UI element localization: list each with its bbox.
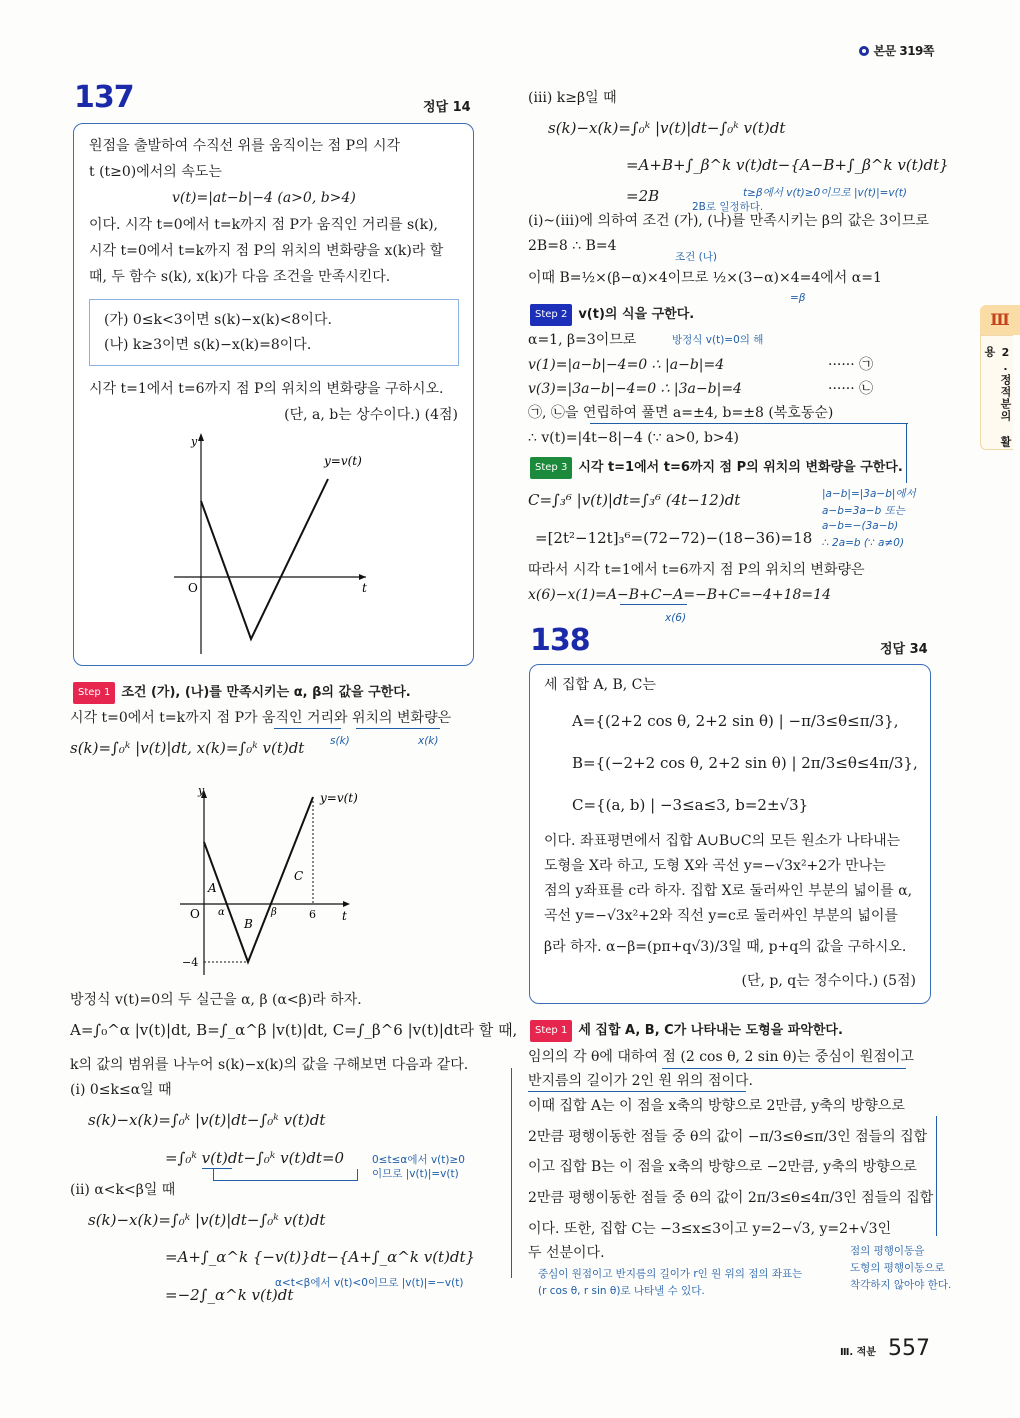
page-number: 557 xyxy=(888,1336,930,1361)
answer-label: 정답 34 xyxy=(880,642,928,657)
step3-heading: Step 3 시각 t=1에서 t=6까지 점 P의 위치의 변화량을 구한다. xyxy=(530,457,903,479)
note-s-k: s(k) xyxy=(330,735,350,747)
case-iii-heading: (ⅲ) k≥β일 때 xyxy=(528,90,617,106)
integral-defs: s(k)=∫₀ᵏ |v(t)|dt, x(k)=∫₀ᵏ v(t)dt xyxy=(70,739,305,757)
region-a: A xyxy=(208,881,217,895)
problem-text: 원점을 출발하여 수직선 위를 움직이는 점 P의 시각 xyxy=(89,138,401,154)
solution-text: 이고 집합 B는 이 점을 x축의 방향으로 −2만큼, y축의 방향으로 xyxy=(528,1159,917,1175)
note-circle: 중심이 원점이고 반지름의 길이가 r인 원 위의 점의 좌표는 xyxy=(538,1268,803,1280)
case-i-heading: (ⅰ) 0≤k≤α일 때 xyxy=(70,1082,172,1098)
problem-text: 이다. 좌표평면에서 집합 A∪B∪C의 모든 원소가 나타내는 xyxy=(544,833,901,849)
solution-text: 반지름의 길이가 2인 원 위의 점이다. xyxy=(528,1073,753,1089)
note-case-i: 0≤t≤α에서 v(t)≥0 xyxy=(372,1154,465,1166)
problem-text: β라 하자. α−β=(pπ+q√3)/3일 때, p+q의 값을 구하시오. xyxy=(544,939,907,955)
solution-text: 2만큼 평행이동한 점들 중 θ의 값이 −π/3≤θ≤π/3인 점들의 집합 xyxy=(528,1129,928,1145)
tick-six: 6 xyxy=(309,908,316,921)
underline xyxy=(662,1068,906,1069)
problem-text: 때, 두 함수 s(k), x(k)가 다음 조건을 만족시킨다. xyxy=(89,269,391,285)
solution-text: k의 값의 범위를 나누어 s(k)−x(k)의 값을 구해보면 다음과 같다. xyxy=(70,1057,469,1073)
note-x6: x(6) xyxy=(665,612,687,624)
question-note: (단, p, q는 정수이다.) (5점) xyxy=(741,973,916,989)
page-footer xyxy=(840,1336,930,1361)
underline xyxy=(528,1091,746,1092)
set-a: A={(2+2 cos θ, 2+2 sin θ) | −π/3≤θ≤π/3}, xyxy=(572,712,899,730)
conditions-box xyxy=(89,299,459,366)
mark-2: ······ ㉡ xyxy=(828,381,874,397)
note-case-i: 이므로 |v(t)|=v(t) xyxy=(372,1168,459,1180)
problem-137-box xyxy=(73,123,474,666)
solution-text: 이때 집합 A는 이 점을 x축의 방향으로 2만큼, y축의 방향으로 xyxy=(528,1098,905,1114)
side-note: a−b=3a−b 또는 xyxy=(822,505,905,517)
velocity-graph xyxy=(174,429,374,654)
formula: s(k)−x(k)=∫₀ᵏ |v(t)|dt−∫₀ᵏ v(t)dt xyxy=(88,1211,326,1229)
solution-text: 2B=8 ∴ B=4 xyxy=(528,238,617,254)
step-badge: Step 2 xyxy=(530,304,572,326)
step2-heading: Step 2 v(t)의 식을 구한다. xyxy=(530,304,694,326)
note-translate: 착각하지 않아야 한다. xyxy=(850,1279,952,1291)
problem-number: 138 xyxy=(530,623,590,658)
problem-text: t (t≥0)에서의 속도는 xyxy=(89,164,222,180)
mark-1: ······ ㉠ xyxy=(828,357,874,373)
set-c: C={(a, b) | −3≤a≤3, b=2±√3} xyxy=(572,796,809,814)
integral-c-eval: =[2t²−12t]₃⁶=(72−72)−(18−36)=18 xyxy=(535,529,813,547)
solution-text: 두 선분이다. xyxy=(528,1245,605,1261)
condition-na: (나) k≥3이면 s(k)−x(k)=8이다. xyxy=(104,337,312,353)
solution-text: 방정식 v(t)=0의 두 실근을 α, β (α<β)라 하자. xyxy=(70,992,362,1008)
tick-minus-four: −4 xyxy=(182,956,199,969)
y-axis-label: y xyxy=(191,435,198,448)
chapter-tab xyxy=(980,305,1020,450)
connector xyxy=(511,1068,512,1278)
solution-text: ㉠, ㉡을 연립하여 풀면 a=±4, b=±8 (복호동순) xyxy=(528,405,834,421)
x-axis-label: t xyxy=(342,909,347,923)
problem-text: 세 집합 A, B, C는 xyxy=(544,677,656,693)
formula: =−2∫_α^k v(t)dt xyxy=(165,1286,294,1304)
problem-text: 점의 y좌표를 c라 하자. 집합 X로 둘러싸인 부분의 넓이를 α, xyxy=(544,883,913,899)
set-b: B={(−2+2 cos θ, 2+2 sin θ) | 2π/3≤θ≤4π/3}, xyxy=(572,754,918,772)
curve-label: y=v(t) xyxy=(324,454,362,468)
note-root: 방정식 v(t)=0의 해 xyxy=(672,334,764,346)
formula: =2B xyxy=(626,187,660,205)
solution-text: 이때 B=½×(β−α)×4이므로 ½×(3−α)×4=4에서 α=1 xyxy=(528,270,882,286)
underline xyxy=(274,728,341,729)
solution-text: α=1, β=3이므로 xyxy=(528,332,637,348)
equation-1: v(1)=|a−b|−4=0 ∴ |a−b|=4 xyxy=(528,357,725,373)
footer-chapter: Ⅲ. 적분 xyxy=(839,1347,876,1358)
velocity-formula: v(t)=|at−b|−4 (a>0, b>4) xyxy=(172,190,356,206)
formula: =∫₀ᵏ v(t)dt−∫₀ᵏ v(t)dt=0 xyxy=(165,1149,345,1167)
equation-2: v(3)=|3a−b|−4=0 ∴ |3a−b|=4 xyxy=(528,381,742,397)
step1-heading: Step 1 세 집합 A, B, C가 나타내는 도형을 파악한다. xyxy=(530,1020,843,1042)
solution-text: 이다. 또한, 집합 C는 −3≤x≤3이고 y=2−√3, y=2+√3인 xyxy=(528,1221,892,1237)
y-axis-label: y xyxy=(198,784,205,797)
formula: =A+B+∫_β^k v(t)dt−{A−B+∫_β^k v(t)dt} xyxy=(626,156,949,174)
connector xyxy=(213,1169,358,1181)
region-b: B xyxy=(244,917,253,931)
note-case-ii: α<t<β에서 v(t)<0이므로 |v(t)|=−v(t) xyxy=(275,1277,464,1289)
question-text: 시각 t=1에서 t=6까지 점 P의 위치의 변화량을 구하시오. xyxy=(89,381,444,397)
question-note: (단, a, b는 상수이다.) (4점) xyxy=(284,407,458,423)
note-beta: =β xyxy=(790,292,806,304)
solution-text: 따라서 시각 t=1에서 t=6까지 점 P의 위치의 변화량은 xyxy=(528,562,865,578)
note-2b: 2B로 일정하다. xyxy=(692,201,764,213)
formula: s(k)−x(k)=∫₀ᵏ |v(t)|dt−∫₀ᵏ v(t)dt xyxy=(548,119,786,137)
side-note: ∴ 2a=b (∵ a≠0) xyxy=(822,537,905,549)
problem-text: 이다. 시각 t=0에서 t=k까지 점 P가 움직인 거리를 s(k), xyxy=(89,217,439,233)
underline xyxy=(620,604,687,605)
chapter-roman: Ⅲ xyxy=(980,305,1020,335)
area-graph xyxy=(170,780,380,980)
step-badge: Step 3 xyxy=(530,457,572,479)
tick-beta: β xyxy=(271,907,277,918)
solution-text: 시각 t=0에서 t=k까지 점 P가 움직인 거리와 위치의 변화량은 xyxy=(70,710,452,726)
problem-text: 도형을 X라 하고, 도형 X와 곡선 y=−√3x²+2가 만나는 xyxy=(544,858,886,874)
formula: =A+∫_α^k {−v(t)}dt−{A+∫_α^k v(t)dt} xyxy=(165,1248,476,1266)
note-case-iii: t≥β에서 v(t)≥0이므로 |v(t)|=v(t) xyxy=(743,187,907,199)
section-label: 2.정적분의 활용 xyxy=(980,335,1013,450)
note-condition: 조건 (나) xyxy=(675,251,717,263)
curve-label: y=v(t) xyxy=(320,791,358,805)
step1-heading: Step 1 조건 (가), (나)를 만족시키는 α, β의 값을 구한다. xyxy=(73,682,411,704)
note-x-k: x(k) xyxy=(418,735,439,747)
final-answer-line: x(6)−x(1)=A−B+C−A=−B+C=−4+18=14 xyxy=(528,587,831,603)
answer-label: 정답 14 xyxy=(423,100,471,115)
formula: s(k)−x(k)=∫₀ᵏ |v(t)|dt−∫₀ᵏ v(t)dt xyxy=(88,1111,326,1129)
problem-138-box xyxy=(529,664,931,1004)
note-circle: (r cos θ, r sin θ)로 나타낼 수 있다. xyxy=(538,1285,705,1297)
connector xyxy=(936,1116,937,1236)
connector xyxy=(906,423,907,483)
tick-alpha: α xyxy=(218,907,225,918)
case-ii-heading: (ⅱ) α<k<β일 때 xyxy=(70,1182,176,1198)
side-note: |a−b|=|3a−b|에서 xyxy=(822,488,916,500)
origin-label: O xyxy=(188,581,198,595)
solution-text: 2만큼 평행이동한 점들 중 θ의 값이 2π/3≤θ≤4π/3인 점들의 집합 xyxy=(528,1190,934,1206)
velocity-result: ∴ v(t)=|4t−8|−4 (∵ a>0, b>4) xyxy=(528,430,740,446)
side-note: a−b=−(3a−b) xyxy=(822,520,899,532)
note-translate: 점의 평행이동을 xyxy=(850,1245,925,1257)
underline xyxy=(356,728,440,729)
step-badge: Step 1 xyxy=(73,682,115,704)
solution-text: (ⅰ)~(ⅲ)에 의하여 조건 (가), (나)를 만족시키는 β의 값은 3이므로 xyxy=(528,213,929,229)
problem-text: 곡선 y=−√3x²+2와 직선 y=c로 둘러싸인 부분의 넓이를 xyxy=(544,908,898,924)
problem-text: 시각 t=0에서 t=k까지 점 P의 위치의 변화량을 x(k)라 할 xyxy=(89,243,444,259)
circle-bullet-icon xyxy=(859,46,869,56)
problem-number: 137 xyxy=(74,80,134,115)
region-c: C xyxy=(294,869,304,883)
condition-ga: (가) 0≤k<3이면 s(k)−x(k)<8이다. xyxy=(104,312,332,328)
connector xyxy=(590,423,908,424)
page-reference: 본문 319쪽 xyxy=(859,42,934,59)
note-translate: 도형의 평행이동으로 xyxy=(850,1262,945,1274)
step-badge: Step 1 xyxy=(530,1020,572,1042)
x-axis-label: t xyxy=(362,581,367,595)
solution-text: 임의의 각 θ에 대하여 점 (2 cos θ, 2 sin θ)는 중심이 원점이고 xyxy=(528,1049,914,1065)
area-defs: A=∫₀^α |v(t)|dt, B=∫_α^β |v(t)|dt, C=∫_β^6 |v(t)|dt라 할 때, xyxy=(70,1021,518,1039)
origin-label: O xyxy=(190,907,200,921)
integral-c: C=∫₃⁶ |v(t)|dt=∫₃⁶ (4t−12)dt xyxy=(528,491,741,509)
